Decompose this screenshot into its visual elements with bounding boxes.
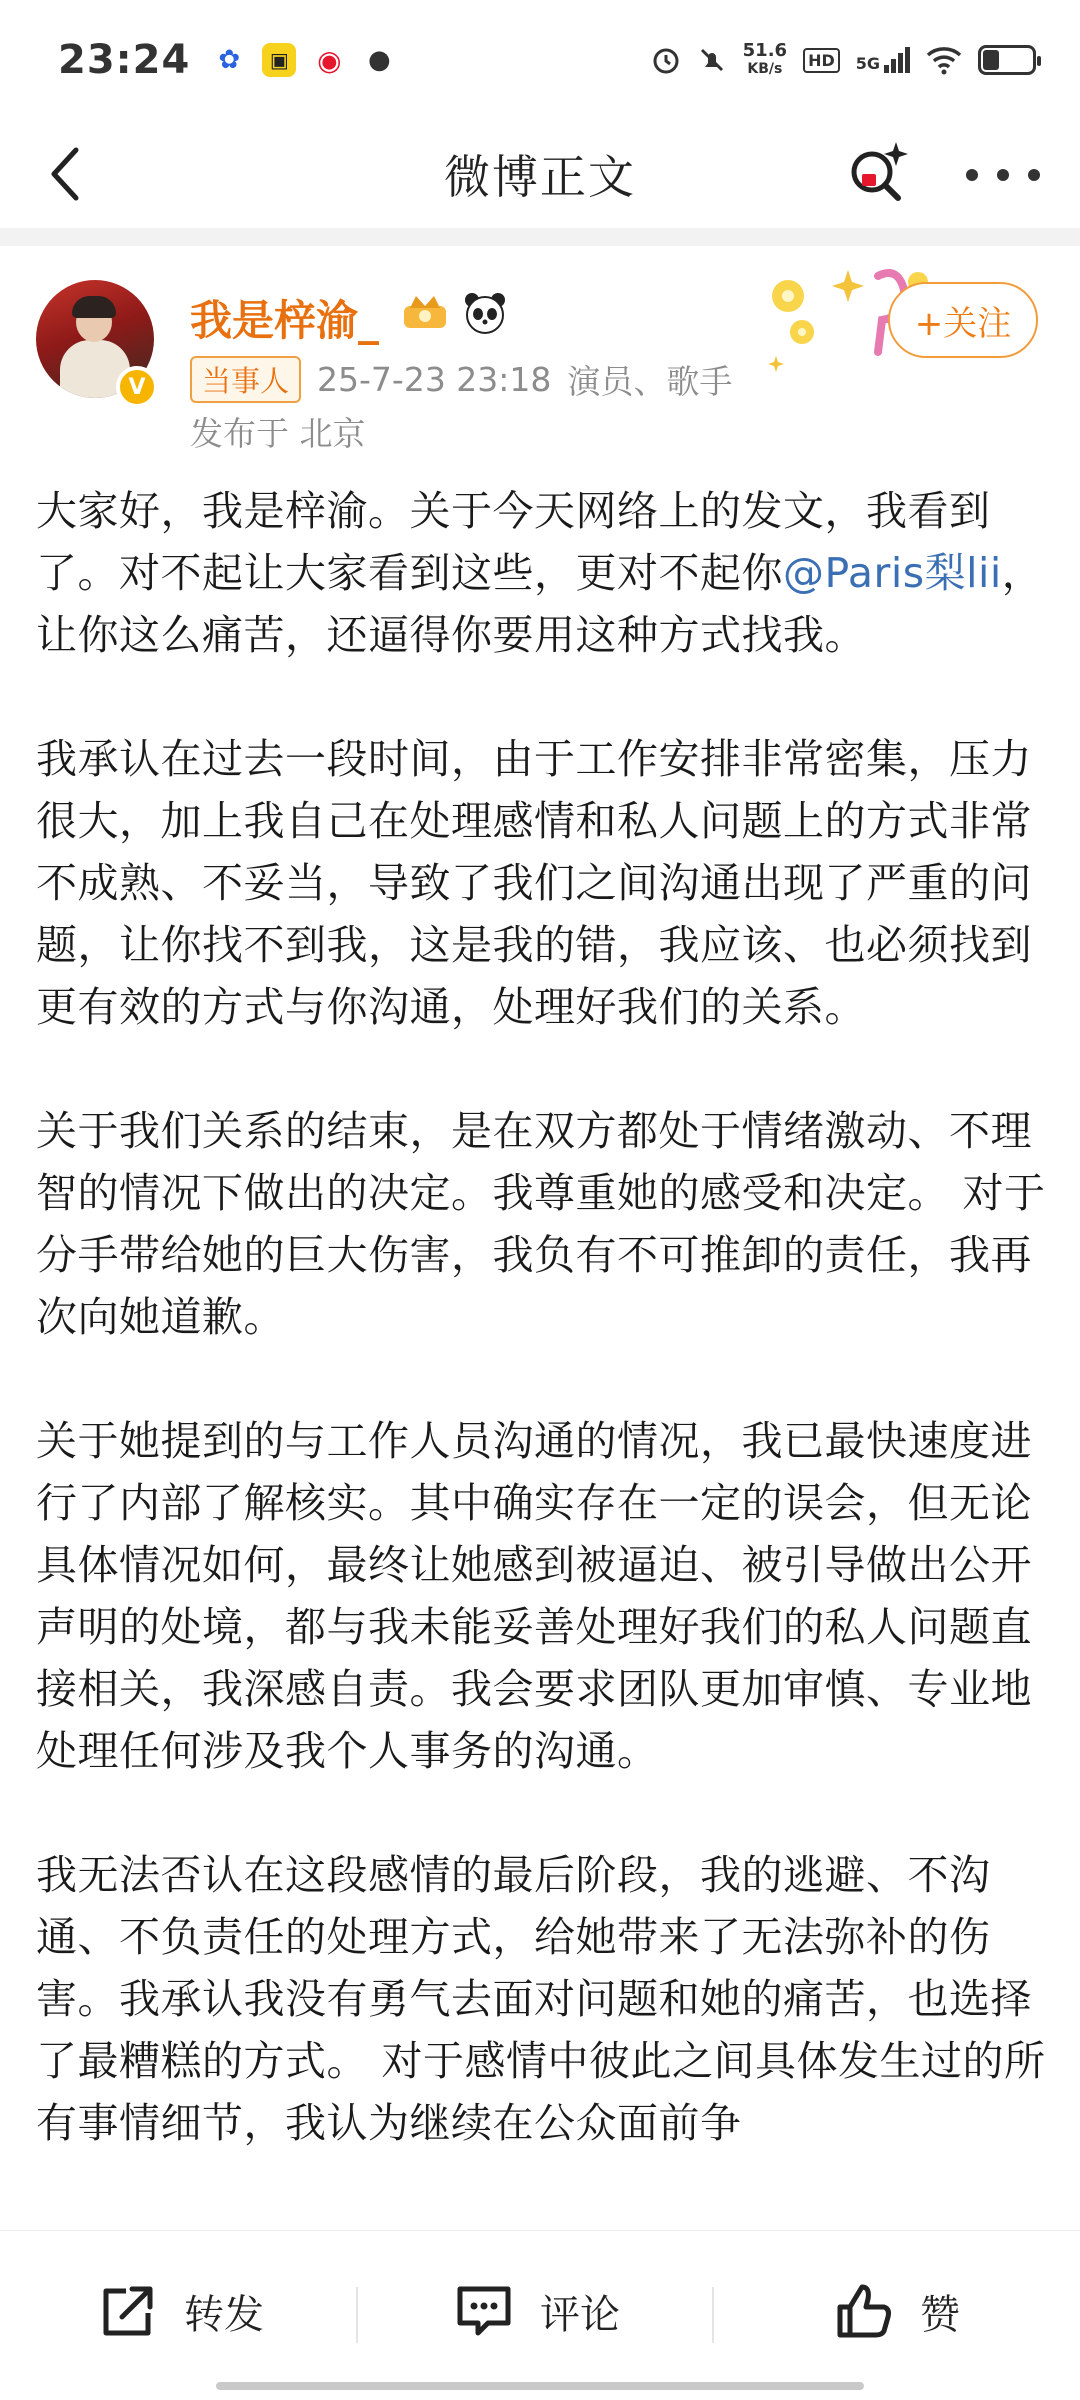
status-time: 23:24 [58, 37, 191, 83]
comment-label: 评论 [540, 2291, 620, 2338]
crown-badge-icon [400, 292, 450, 332]
signal-5g-icon [856, 47, 910, 73]
home-indicator[interactable] [216, 2382, 864, 2390]
post-content [36, 480, 1048, 2220]
search-button[interactable] [840, 136, 916, 212]
post-meta [190, 356, 732, 403]
mute-bell-icon [697, 45, 727, 75]
post-author-header [0, 250, 1080, 470]
follow-button[interactable]: +关注 [888, 282, 1038, 358]
post-paragraph: 关于她提到的与工作人员沟通的情况，我已最快速度进行了内部了解核实。其中确实存在一定的误会，但无论具体情况如何，最终让她感到被逼迫、被引导做出公开声明的处境，都与我未能妥善处理好我们的私人问题直接相关，我深感自责。我会要求团队更加审慎、专业地处理任何涉及我个人事务的沟通。 [36, 1417, 1032, 1775]
video-app-icon: ▣ [262, 43, 296, 77]
status-app-icons [212, 43, 396, 77]
paragraph-text: ，让你这么痛苦，还逼得你要用这种方式找我。 [36, 549, 1044, 659]
baidu-paw-icon: ✿ [212, 43, 246, 77]
author-roles: 演员、歌手 [567, 362, 733, 401]
like-label: 赞 [920, 2291, 960, 2338]
wechat-app-icon: ● [362, 43, 396, 77]
like-button[interactable] [832, 2271, 960, 2351]
back-arrow-icon [46, 144, 86, 204]
paragraph-text: 大家好，我是梓渝。关于今天网络上的发文，我看到了。对不起让大家看到这些，更对不起你 [36, 487, 991, 597]
more-button[interactable] [960, 150, 1046, 200]
hd-badge: HD [803, 48, 840, 73]
comment-icon [452, 2279, 516, 2343]
post-paragraph: 我承认在过去一段时间，由于工作安排非常密集，压力很大，加上我自己在处理感情和私人问题上的方式非常不成熟、不妥当，导致了我们之间沟通出现了严重的问题，让你找不到我，这是我的错，我应该、也必须找到更有效的方式与你沟通，处理好我们的关系。 [36, 735, 1032, 1031]
repost-button[interactable] [96, 2271, 264, 2351]
section-divider [0, 228, 1080, 246]
author-name[interactable]: 我是梓渝_ [190, 296, 380, 345]
battery-icon [978, 45, 1036, 75]
weibo-app-icon: ◉ [312, 43, 346, 77]
status-bar [0, 0, 1080, 120]
network-speed-value: 51.6 [742, 40, 788, 61]
verified-badge-icon: V [116, 366, 158, 408]
status-indicators [651, 42, 1036, 78]
comment-button[interactable] [452, 2271, 620, 2351]
search-sparkle-icon [840, 136, 916, 212]
mention-link[interactable]: @Paris梨lii [783, 549, 1002, 597]
like-icon [832, 2279, 896, 2343]
post-location: 发布于 北京 [190, 414, 366, 453]
content-fade [0, 2160, 1080, 2230]
bottom-action-bar [0, 2230, 1080, 2400]
signal-label: 5G [855, 54, 880, 73]
page-title: 微博正文 [444, 150, 636, 204]
action-separator [712, 2287, 714, 2343]
top-nav-bar [0, 120, 1080, 228]
post-timestamp: 25-7-23 23:18 [317, 360, 552, 399]
post-paragraph: 关于我们关系的结束，是在双方都处于情绪激动、不理智的情况下做出的决定。我尊重她的感受和决定。 对于分手带给她的巨大伤害，我负有不可推卸的责任，我再次向她道歉。 [36, 1107, 1046, 1341]
post-paragraph: 我无法否认在这段感情的最后阶段，我的逃避、不沟通、不负责任的处理方式，给她带来了无法弥补的伤害。我承认我没有勇气去面对问题和她的痛苦，也选择了最糟糕的方式。 对于感情中彼此之间具体发生过的所有事情细节，我认为继续在公众面前争 [36, 1851, 1046, 2147]
wifi-icon [926, 45, 962, 75]
action-separator [356, 2287, 358, 2343]
network-speed-unit: KB/s [747, 61, 783, 77]
back-button[interactable] [36, 144, 96, 204]
alarm-icon [651, 45, 681, 75]
more-icon [966, 169, 978, 181]
network-speed [743, 42, 787, 78]
repost-icon [96, 2279, 160, 2343]
panda-icon [462, 290, 508, 336]
post-paragraph [36, 480, 1048, 666]
repost-label: 转发 [184, 2291, 264, 2338]
role-tag: 当事人 [190, 356, 301, 403]
